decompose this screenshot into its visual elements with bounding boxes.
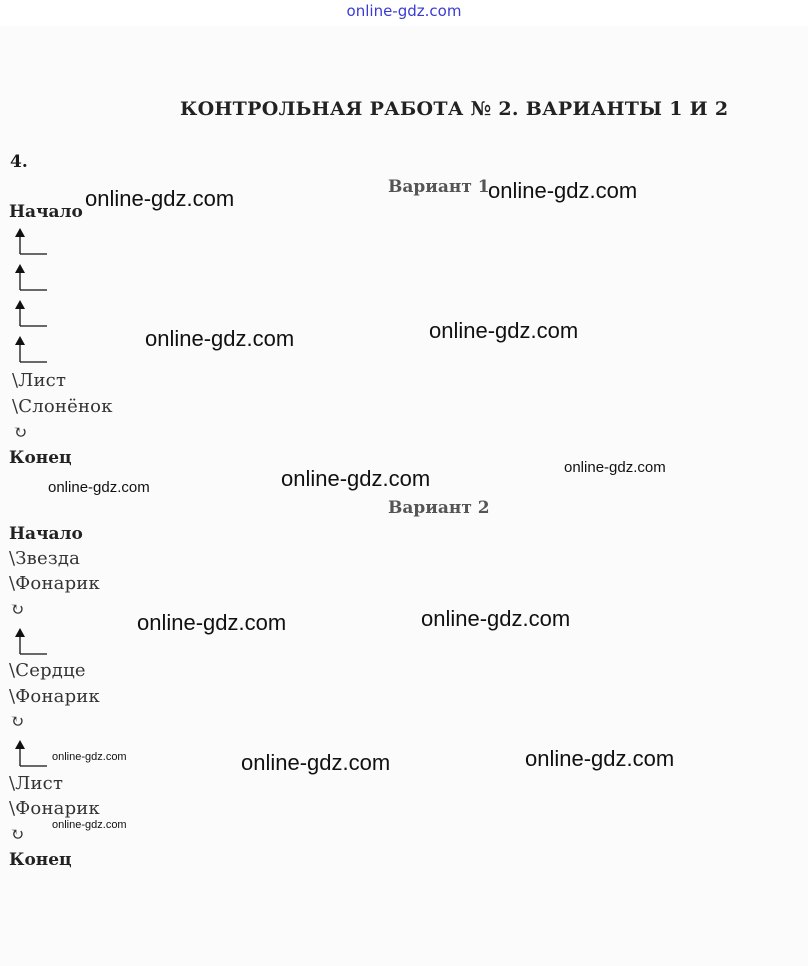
watermark: online-gdz.com xyxy=(48,479,150,496)
watermark: online-gdz.com xyxy=(421,606,571,631)
watermark: online-gdz.com xyxy=(429,318,579,343)
v1-command-elephant: \Слонёнок xyxy=(12,396,113,417)
watermark: online-gdz.com xyxy=(145,326,295,351)
up-arrow-step-icon xyxy=(13,264,49,292)
up-arrow-step-icon xyxy=(13,336,49,364)
up-arrow-step-icon xyxy=(13,740,49,768)
watermark: online-gdz.com xyxy=(281,466,431,491)
v1-command-list: \Лист xyxy=(12,370,67,391)
top-bar xyxy=(0,0,808,26)
site-link[interactable]: online-gdz.com xyxy=(346,2,462,20)
v1-end-label: Конец xyxy=(9,448,72,468)
watermark: online-gdz.com xyxy=(52,819,127,831)
v2-command-heart: \Сердце xyxy=(9,660,86,681)
watermark: online-gdz.com xyxy=(525,746,675,771)
watermark: online-gdz.com xyxy=(488,178,638,203)
loop-icon: ↻ xyxy=(10,825,25,845)
loop-icon: ↻ xyxy=(13,423,28,443)
watermark: online-gdz.com xyxy=(241,750,391,775)
watermark: online-gdz.com xyxy=(52,751,127,763)
v2-command-flashlight: \Фонарик xyxy=(9,573,100,594)
page-title: КОНТРОЛЬНАЯ РАБОТА № 2. ВАРИАНТЫ 1 И 2 xyxy=(180,98,729,120)
up-arrow-step-icon xyxy=(13,628,49,656)
up-arrow-step-icon xyxy=(13,228,49,256)
v2-command-flashlight: \Фонарик xyxy=(9,686,100,707)
v2-end-label: Конец xyxy=(9,850,72,870)
loop-icon: ↻ xyxy=(10,600,25,620)
variant-1-heading: Вариант 1 xyxy=(388,177,490,197)
task-number: 4. xyxy=(10,152,28,172)
watermark: online-gdz.com xyxy=(137,610,287,635)
v1-start-label: Начало xyxy=(9,202,83,222)
v2-command-star: \Звезда xyxy=(9,548,81,569)
v2-start-label: Начало xyxy=(9,524,83,544)
up-arrow-step-icon xyxy=(13,300,49,328)
watermark: online-gdz.com xyxy=(564,459,666,476)
v2-command-leaf: \Лист xyxy=(9,773,64,794)
watermark: online-gdz.com xyxy=(85,186,235,211)
variant-2-heading: Вариант 2 xyxy=(388,498,490,518)
loop-icon: ↻ xyxy=(10,712,25,732)
v2-command-flashlight: \Фонарик xyxy=(9,798,100,819)
